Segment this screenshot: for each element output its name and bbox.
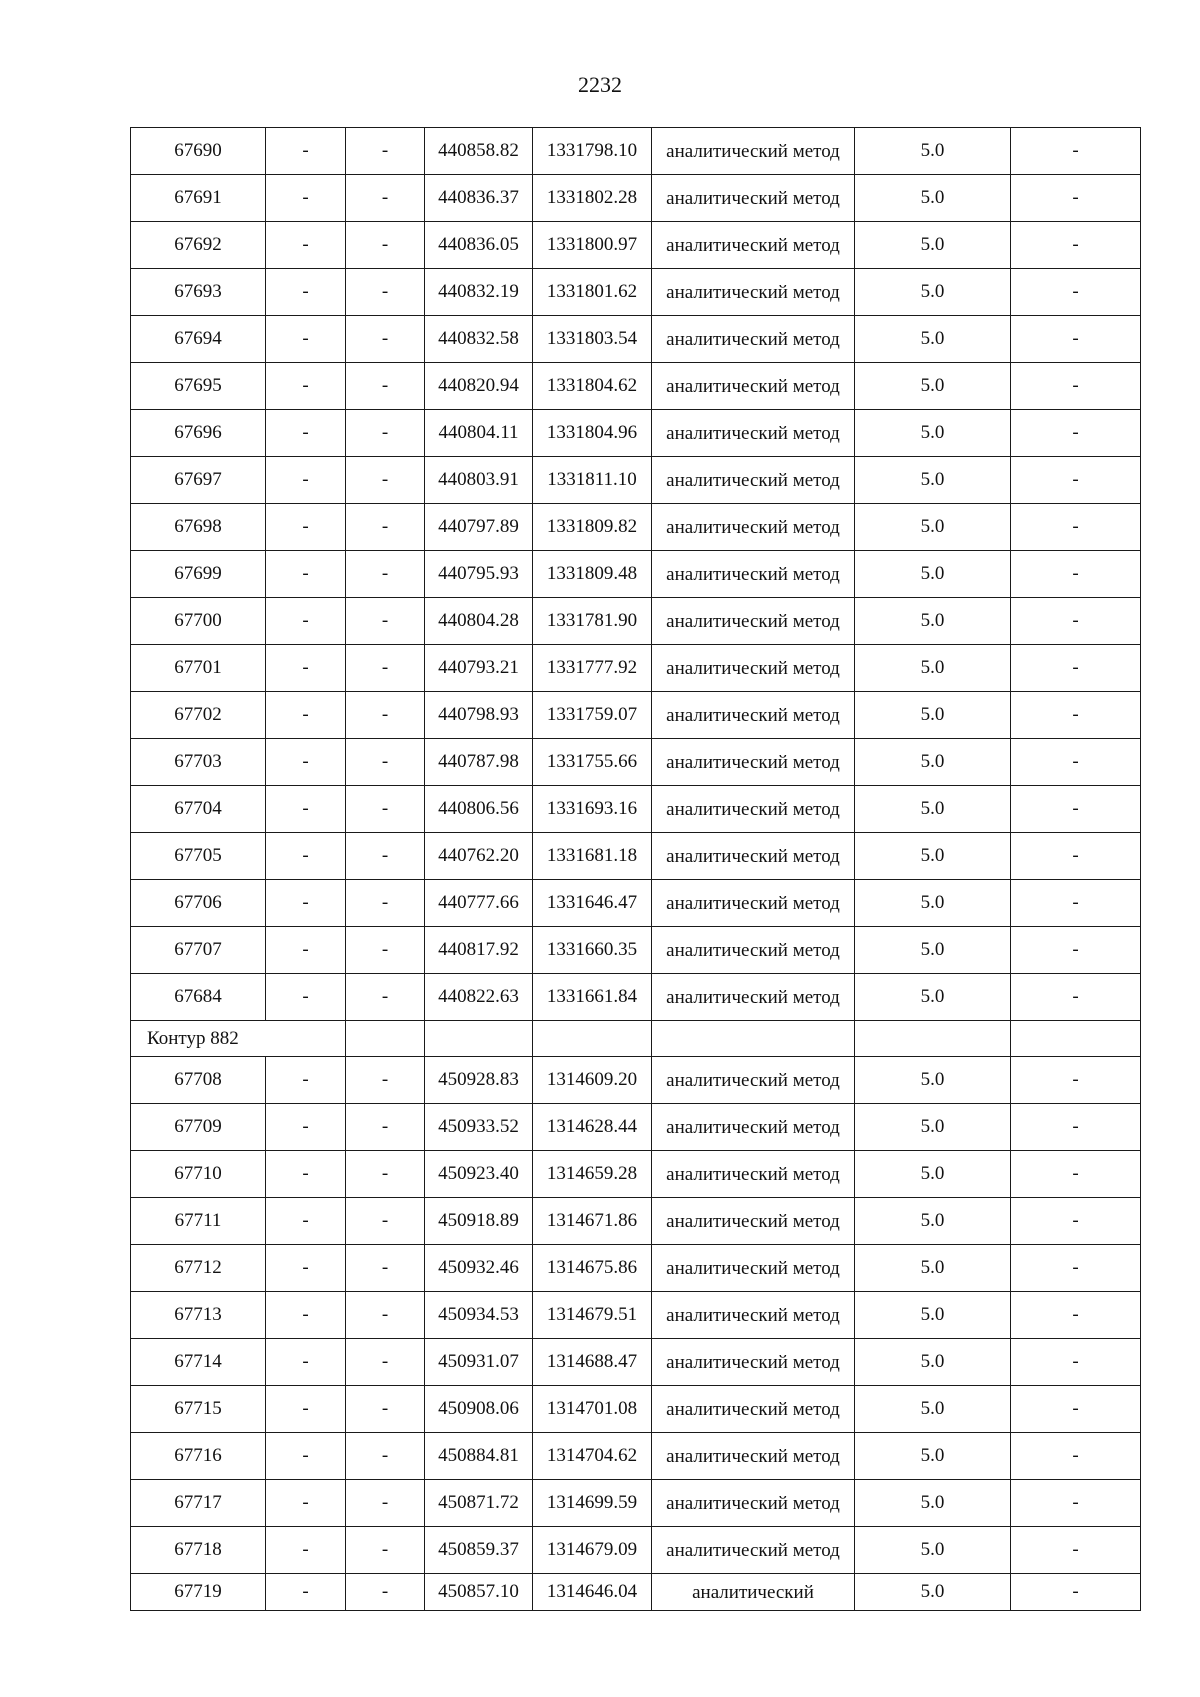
method-cell: аналитический метод [652,1292,855,1339]
dash-cell: - [1011,786,1141,833]
accuracy-cell: 5.0 [855,316,1011,363]
dash-cell: - [1011,1480,1141,1527]
dash-cell: - [1011,880,1141,927]
y-coordinate-cell: 1331777.92 [533,645,652,692]
method-cell: аналитический метод [652,269,855,316]
dash-cell: - [1011,128,1141,175]
dash-cell: - [266,504,346,551]
table-row [131,1057,1141,1104]
table-row [131,1292,1141,1339]
method-cell: аналитический метод [652,1527,855,1574]
y-coordinate-cell: 1314675.86 [533,1245,652,1292]
dash-cell: - [266,1480,346,1527]
dash-cell: - [266,1057,346,1104]
table-row [131,645,1141,692]
point-id-cell: 67698 [131,504,266,551]
x-coordinate-cell: 440793.21 [425,645,533,692]
dash-cell: - [266,1527,346,1574]
y-coordinate-cell: 1331798.10 [533,128,652,175]
y-coordinate-cell: 1314701.08 [533,1386,652,1433]
y-coordinate-cell: 1331803.54 [533,316,652,363]
method-cell: аналитический метод [652,974,855,1021]
dash-cell: - [346,1386,425,1433]
point-id-cell: 67718 [131,1527,266,1574]
accuracy-cell: 5.0 [855,1480,1011,1527]
point-id-cell: 67696 [131,410,266,457]
x-coordinate-cell: 440836.37 [425,175,533,222]
y-coordinate-cell: 1331781.90 [533,598,652,645]
accuracy-cell: 5.0 [855,222,1011,269]
dash-cell: - [266,692,346,739]
y-coordinate-cell: 1331693.16 [533,786,652,833]
method-cell: аналитический метод [652,410,855,457]
dash-cell: - [266,1386,346,1433]
point-id-cell: 67702 [131,692,266,739]
accuracy-cell: 5.0 [855,1245,1011,1292]
accuracy-cell: 5.0 [855,175,1011,222]
table-row [131,128,1141,175]
dash-cell: - [266,645,346,692]
table-row [131,175,1141,222]
point-id-cell: 67710 [131,1151,266,1198]
table-row [131,1480,1141,1527]
dash-cell: - [346,598,425,645]
dash-cell: - [346,927,425,974]
accuracy-cell: 5.0 [855,1574,1011,1611]
point-id-cell: 67694 [131,316,266,363]
dash-cell: - [1011,1527,1141,1574]
y-coordinate-cell: 1331804.96 [533,410,652,457]
dash-cell: - [346,880,425,927]
y-coordinate-cell: 1331800.97 [533,222,652,269]
method-cell: аналитический метод [652,1057,855,1104]
dash-cell: - [346,457,425,504]
method-cell: аналитический метод [652,692,855,739]
accuracy-cell: 5.0 [855,410,1011,457]
accuracy-cell: 5.0 [855,880,1011,927]
dash-cell: - [346,128,425,175]
x-coordinate-cell: 440804.28 [425,598,533,645]
dash-cell: - [1011,316,1141,363]
point-id-cell: 67700 [131,598,266,645]
dash-cell: - [346,1151,425,1198]
table-row [131,739,1141,786]
point-id-cell: 67711 [131,1198,266,1245]
x-coordinate-cell: 440836.05 [425,222,533,269]
dash-cell: - [1011,1292,1141,1339]
dash-cell: - [266,880,346,927]
method-cell: аналитический метод [652,739,855,786]
x-coordinate-cell: 450934.53 [425,1292,533,1339]
point-id-cell: 67712 [131,1245,266,1292]
dash-cell: - [346,692,425,739]
dash-cell: - [266,410,346,457]
x-coordinate-cell: 440798.93 [425,692,533,739]
method-cell: аналитический метод [652,222,855,269]
dash-cell: - [1011,504,1141,551]
method-cell: аналитический [652,1574,855,1611]
accuracy-cell: 5.0 [855,739,1011,786]
table-row [131,1433,1141,1480]
dash-cell: - [266,175,346,222]
dash-cell: - [1011,1433,1141,1480]
dash-cell: - [1011,974,1141,1021]
point-id-cell: 67706 [131,880,266,927]
table-row [131,1574,1141,1611]
dash-cell: - [266,551,346,598]
empty-cell [346,1021,425,1057]
dash-cell: - [266,269,346,316]
dash-cell: - [266,833,346,880]
y-coordinate-cell: 1314699.59 [533,1480,652,1527]
table-row [131,1527,1141,1574]
dash-cell: - [1011,457,1141,504]
accuracy-cell: 5.0 [855,504,1011,551]
coordinates-table-body [131,128,1141,1611]
dash-cell: - [266,974,346,1021]
table-row [131,316,1141,363]
dash-cell: - [266,1292,346,1339]
accuracy-cell: 5.0 [855,363,1011,410]
accuracy-cell: 5.0 [855,645,1011,692]
dash-cell: - [1011,363,1141,410]
method-cell: аналитический метод [652,1386,855,1433]
table-row [131,1104,1141,1151]
empty-cell [1011,1021,1141,1057]
table-row [131,222,1141,269]
dash-cell: - [1011,1245,1141,1292]
method-cell: аналитический метод [652,175,855,222]
dash-cell: - [266,1574,346,1611]
table-row [131,598,1141,645]
dash-cell: - [266,786,346,833]
method-cell: аналитический метод [652,316,855,363]
dash-cell: - [346,1339,425,1386]
dash-cell: - [346,269,425,316]
point-id-cell: 67719 [131,1574,266,1611]
point-id-cell: 67709 [131,1104,266,1151]
y-coordinate-cell: 1331660.35 [533,927,652,974]
dash-cell: - [346,316,425,363]
y-coordinate-cell: 1314671.86 [533,1198,652,1245]
point-id-cell: 67716 [131,1433,266,1480]
dash-cell: - [346,1057,425,1104]
dash-cell: - [266,222,346,269]
x-coordinate-cell: 450871.72 [425,1480,533,1527]
dash-cell: - [346,1574,425,1611]
table-row [131,1339,1141,1386]
page-number: 2232 [578,72,622,97]
accuracy-cell: 5.0 [855,269,1011,316]
y-coordinate-cell: 1331802.28 [533,175,652,222]
point-id-cell: 67699 [131,551,266,598]
x-coordinate-cell: 450932.46 [425,1245,533,1292]
method-cell: аналитический метод [652,363,855,410]
method-cell: аналитический метод [652,1480,855,1527]
table-row [131,1245,1141,1292]
empty-cell [855,1021,1011,1057]
accuracy-cell: 5.0 [855,927,1011,974]
dash-cell: - [346,833,425,880]
dash-cell: - [346,739,425,786]
table-row [131,786,1141,833]
x-coordinate-cell: 450928.83 [425,1057,533,1104]
point-id-cell: 67713 [131,1292,266,1339]
y-coordinate-cell: 1314646.04 [533,1574,652,1611]
x-coordinate-cell: 440832.19 [425,269,533,316]
dash-cell: - [1011,645,1141,692]
y-coordinate-cell: 1314688.47 [533,1339,652,1386]
dash-cell: - [1011,1574,1141,1611]
method-cell: аналитический метод [652,1151,855,1198]
point-id-cell: 67692 [131,222,266,269]
x-coordinate-cell: 440804.11 [425,410,533,457]
dash-cell: - [346,1245,425,1292]
point-id-cell: 67717 [131,1480,266,1527]
dash-cell: - [346,645,425,692]
x-coordinate-cell: 440822.63 [425,974,533,1021]
method-cell: аналитический метод [652,1104,855,1151]
accuracy-cell: 5.0 [855,1057,1011,1104]
x-coordinate-cell: 450933.52 [425,1104,533,1151]
point-id-cell: 67684 [131,974,266,1021]
accuracy-cell: 5.0 [855,551,1011,598]
table-row [131,974,1141,1021]
dash-cell: - [346,974,425,1021]
dash-cell: - [346,551,425,598]
y-coordinate-cell: 1314628.44 [533,1104,652,1151]
dash-cell: - [346,1292,425,1339]
point-id-cell: 67707 [131,927,266,974]
accuracy-cell: 5.0 [855,1339,1011,1386]
accuracy-cell: 5.0 [855,692,1011,739]
table-row [131,410,1141,457]
accuracy-cell: 5.0 [855,786,1011,833]
y-coordinate-cell: 1331811.10 [533,457,652,504]
table-row [131,363,1141,410]
y-coordinate-cell: 1331801.62 [533,269,652,316]
x-coordinate-cell: 450908.06 [425,1386,533,1433]
group-label: Контур 882 [131,1021,346,1057]
dash-cell: - [266,927,346,974]
dash-cell: - [266,316,346,363]
table-row [131,692,1141,739]
table-row [131,880,1141,927]
x-coordinate-cell: 440832.58 [425,316,533,363]
x-coordinate-cell: 450857.10 [425,1574,533,1611]
point-id-cell: 67715 [131,1386,266,1433]
table-row [131,1151,1141,1198]
y-coordinate-cell: 1314679.09 [533,1527,652,1574]
x-coordinate-cell: 440803.91 [425,457,533,504]
x-coordinate-cell: 440817.92 [425,927,533,974]
dash-cell: - [1011,1057,1141,1104]
accuracy-cell: 5.0 [855,1104,1011,1151]
y-coordinate-cell: 1331681.18 [533,833,652,880]
empty-cell [533,1021,652,1057]
x-coordinate-cell: 440787.98 [425,739,533,786]
dash-cell: - [1011,692,1141,739]
group-header-row [131,1021,1141,1057]
dash-cell: - [266,1433,346,1480]
dash-cell: - [266,1198,346,1245]
point-id-cell: 67704 [131,786,266,833]
dash-cell: - [1011,1386,1141,1433]
dash-cell: - [346,1198,425,1245]
table-row [131,551,1141,598]
y-coordinate-cell: 1331646.47 [533,880,652,927]
empty-cell [652,1021,855,1057]
method-cell: аналитический метод [652,645,855,692]
accuracy-cell: 5.0 [855,974,1011,1021]
accuracy-cell: 5.0 [855,1527,1011,1574]
table-row [131,504,1141,551]
point-id-cell: 67693 [131,269,266,316]
point-id-cell: 67705 [131,833,266,880]
dash-cell: - [346,175,425,222]
dash-cell: - [1011,598,1141,645]
accuracy-cell: 5.0 [855,1386,1011,1433]
accuracy-cell: 5.0 [855,457,1011,504]
dash-cell: - [346,410,425,457]
dash-cell: - [1011,175,1141,222]
point-id-cell: 67691 [131,175,266,222]
dash-cell: - [346,1527,425,1574]
point-id-cell: 67690 [131,128,266,175]
table-row [131,1198,1141,1245]
dash-cell: - [266,363,346,410]
method-cell: аналитический метод [652,128,855,175]
dash-cell: - [1011,222,1141,269]
method-cell: аналитический метод [652,833,855,880]
y-coordinate-cell: 1314609.20 [533,1057,652,1104]
dash-cell: - [1011,1104,1141,1151]
y-coordinate-cell: 1314679.51 [533,1292,652,1339]
accuracy-cell: 5.0 [855,1151,1011,1198]
dash-cell: - [266,128,346,175]
x-coordinate-cell: 440806.56 [425,786,533,833]
dash-cell: - [346,1433,425,1480]
x-coordinate-cell: 440762.20 [425,833,533,880]
point-id-cell: 67714 [131,1339,266,1386]
dash-cell: - [266,739,346,786]
y-coordinate-cell: 1331809.48 [533,551,652,598]
method-cell: аналитический метод [652,1433,855,1480]
dash-cell: - [346,1480,425,1527]
y-coordinate-cell: 1331804.62 [533,363,652,410]
method-cell: аналитический метод [652,880,855,927]
accuracy-cell: 5.0 [855,833,1011,880]
dash-cell: - [1011,927,1141,974]
dash-cell: - [1011,551,1141,598]
dash-cell: - [266,1339,346,1386]
accuracy-cell: 5.0 [855,598,1011,645]
dash-cell: - [266,1245,346,1292]
point-id-cell: 67703 [131,739,266,786]
method-cell: аналитический метод [652,1245,855,1292]
method-cell: аналитический метод [652,1198,855,1245]
accuracy-cell: 5.0 [855,1433,1011,1480]
point-id-cell: 67708 [131,1057,266,1104]
dash-cell: - [346,222,425,269]
accuracy-cell: 5.0 [855,1292,1011,1339]
method-cell: аналитический метод [652,457,855,504]
method-cell: аналитический метод [652,551,855,598]
point-id-cell: 67701 [131,645,266,692]
y-coordinate-cell: 1331755.66 [533,739,652,786]
dash-cell: - [1011,1339,1141,1386]
dash-cell: - [1011,410,1141,457]
dash-cell: - [266,1151,346,1198]
dash-cell: - [1011,269,1141,316]
method-cell: аналитический метод [652,504,855,551]
y-coordinate-cell: 1314704.62 [533,1433,652,1480]
x-coordinate-cell: 450918.89 [425,1198,533,1245]
method-cell: аналитический метод [652,598,855,645]
empty-cell [425,1021,533,1057]
x-coordinate-cell: 440858.82 [425,128,533,175]
y-coordinate-cell: 1331661.84 [533,974,652,1021]
dash-cell: - [266,457,346,504]
x-coordinate-cell: 440820.94 [425,363,533,410]
x-coordinate-cell: 450884.81 [425,1433,533,1480]
x-coordinate-cell: 440797.89 [425,504,533,551]
table-row [131,457,1141,504]
dash-cell: - [1011,739,1141,786]
dash-cell: - [346,363,425,410]
dash-cell: - [266,1104,346,1151]
x-coordinate-cell: 440777.66 [425,880,533,927]
x-coordinate-cell: 450859.37 [425,1527,533,1574]
dash-cell: - [346,786,425,833]
x-coordinate-cell: 440795.93 [425,551,533,598]
coordinates-table [130,127,1141,1611]
x-coordinate-cell: 450931.07 [425,1339,533,1386]
accuracy-cell: 5.0 [855,1198,1011,1245]
dash-cell: - [1011,1198,1141,1245]
y-coordinate-cell: 1331759.07 [533,692,652,739]
dash-cell: - [346,504,425,551]
table-row [131,927,1141,974]
dash-cell: - [1011,833,1141,880]
table-row [131,833,1141,880]
y-coordinate-cell: 1314659.28 [533,1151,652,1198]
method-cell: аналитический метод [652,1339,855,1386]
y-coordinate-cell: 1331809.82 [533,504,652,551]
accuracy-cell: 5.0 [855,128,1011,175]
method-cell: аналитический метод [652,786,855,833]
x-coordinate-cell: 450923.40 [425,1151,533,1198]
table-row [131,269,1141,316]
dash-cell: - [1011,1151,1141,1198]
point-id-cell: 67697 [131,457,266,504]
point-id-cell: 67695 [131,363,266,410]
dash-cell: - [346,1104,425,1151]
method-cell: аналитический метод [652,927,855,974]
table-row [131,1386,1141,1433]
dash-cell: - [266,598,346,645]
